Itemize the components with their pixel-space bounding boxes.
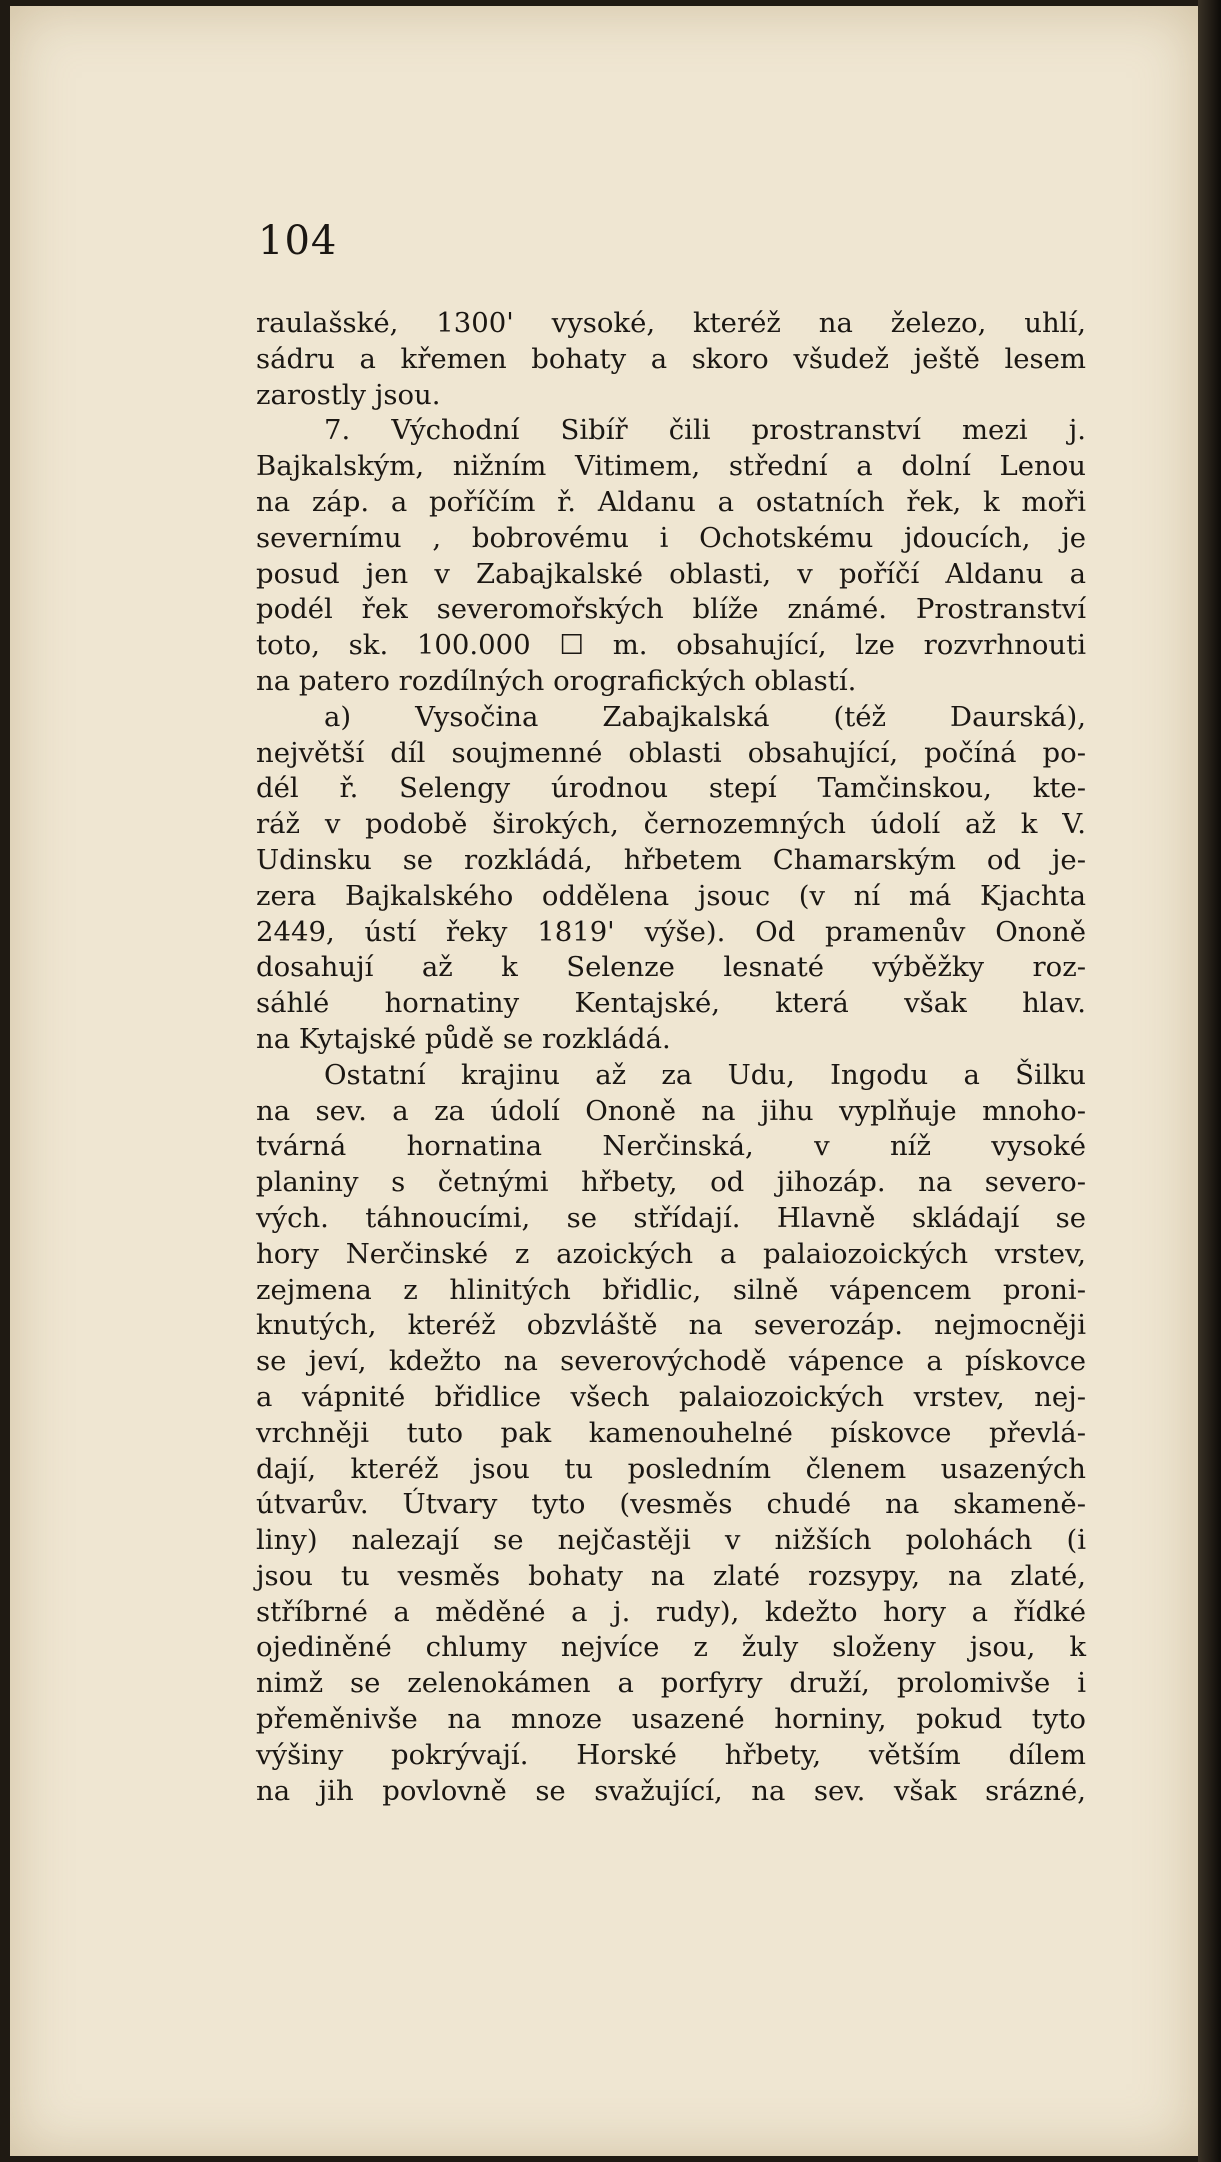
- text-line: dél ř. Selengy úrodnou stepí Tamčinskou, kte-: [256, 772, 1086, 805]
- page-edge-shadow: [1198, 0, 1221, 2162]
- text-line: se jeví, kdežto na severovýchodě vápence a pískovce: [256, 1345, 1086, 1378]
- body-text: [256, 306, 1086, 1809]
- text-line: planiny s četnými hřbety, od jihozáp. na severo-: [256, 1166, 1086, 1199]
- text-line: podél řek severomořských blíže známé. Prostranství: [256, 593, 1086, 626]
- text-line: na sev. a za údolí Ononě na jihu vyplňuje mnoho-: [256, 1094, 1086, 1127]
- text-line: sádru a křemen bohaty a skoro všudež ještě lesem: [256, 342, 1086, 375]
- text-line: dají, kteréž jsou tu posledním členem usazených: [256, 1452, 1086, 1485]
- text-line: vrchněji tuto pak kamenouhelné pískovce převlá-: [256, 1416, 1086, 1449]
- text-line: liny) nalezají se nejčastěji v nižších polohách (i: [256, 1524, 1086, 1557]
- text-line: toto, sk. 100.000 ☐ m. obsahující, lze rozvrhnouti: [256, 629, 1086, 662]
- text-line: na záp. a poříčím ř. Aldanu a ostatních řek, k moři: [256, 485, 1086, 518]
- page-number: 104: [258, 218, 338, 264]
- text-line: výšiny pokrývají. Horské hřbety, větším dílem: [256, 1738, 1086, 1771]
- text-line: a) Vysočina Zabajkalská (též Daurská),: [324, 700, 1086, 733]
- text-line: nimž se zelenokámen a porfyry druží, prolomivše i: [256, 1667, 1086, 1700]
- text-line: ráž v podobě širokých, černozemných údolí až k V.: [256, 808, 1086, 841]
- text-line: raulašské, 1300' vysoké, kteréž na železo, uhlí,: [256, 307, 1086, 339]
- text-line: jsou tu vesměs bohaty na zlaté rozsypy, na zlaté,: [256, 1559, 1086, 1592]
- text-line: největší díl soujmenné oblasti obsahující, počíná po-: [256, 736, 1086, 769]
- text-line: vých. táhnoucími, se střídají. Hlavně skládají se: [256, 1201, 1086, 1234]
- text-line: sáhlé hornatiny Kentajské, která však hlav.: [256, 987, 1086, 1020]
- text-line: Ostatní krajinu až za Udu, Ingodu a Šilku: [324, 1058, 1086, 1091]
- text-line: zejmena z hlinitých břidlic, silně vápencem proni-: [256, 1273, 1086, 1306]
- text-line: ojediněné chlumy nejvíce z žuly složeny jsou, k: [256, 1631, 1086, 1664]
- text-line: tvárná hornatina Nerčinská, v níž vysoké: [256, 1130, 1086, 1163]
- text-line: stříbrné a měděné a j. rudy), kdežto hory a řídké: [256, 1595, 1086, 1628]
- text-line: přeměnivše na mnoze usazené horniny, pokud tyto: [256, 1703, 1086, 1736]
- text-line: na jih povlovně se svažující, na sev. však srázné,: [256, 1774, 1086, 1807]
- text-line: zera Bajkalského oddělena jsouc (v ní má Kjachta: [256, 879, 1086, 912]
- book-page: [10, 6, 1198, 2156]
- text-line: útvarův. Útvary tyto (vesměs chudé na skameně-: [256, 1488, 1086, 1521]
- text-line: na Kytajské půdě se rozkládá.: [256, 1022, 671, 1055]
- text-line: na patero rozdílných orografických oblastí.: [256, 664, 857, 697]
- text-line: dosahují až k Selenze lesnaté výběžky roz-: [256, 951, 1086, 984]
- text-line: a vápnité břidlice všech palaiozoických vrstev, nej-: [256, 1380, 1086, 1413]
- text-line: knutých, kteréž obzvláště na severozáp. nejmocněji: [256, 1309, 1086, 1342]
- text-line: hory Nerčinské z azoických a palaiozoických vrstev,: [256, 1237, 1086, 1270]
- text-line: zarostly jsou.: [256, 378, 441, 411]
- text-line: 7. Východní Sibíř čili prostranství mezi j.: [324, 414, 1086, 447]
- text-line: posud jen v Zabajkalské oblasti, v poříčí Aldanu a: [256, 557, 1086, 590]
- text-line: Udinsku se rozkládá, hřbetem Chamarským od je-: [256, 843, 1086, 876]
- text-line: severnímu , bobrovému i Ochotskému jdoucích, je: [256, 521, 1086, 554]
- text-line: Bajkalským, nižním Vitimem, střední a dolní Lenou: [256, 450, 1086, 483]
- text-line: 2449, ústí řeky 1819' výše). Od pramenův Ononě: [256, 915, 1086, 948]
